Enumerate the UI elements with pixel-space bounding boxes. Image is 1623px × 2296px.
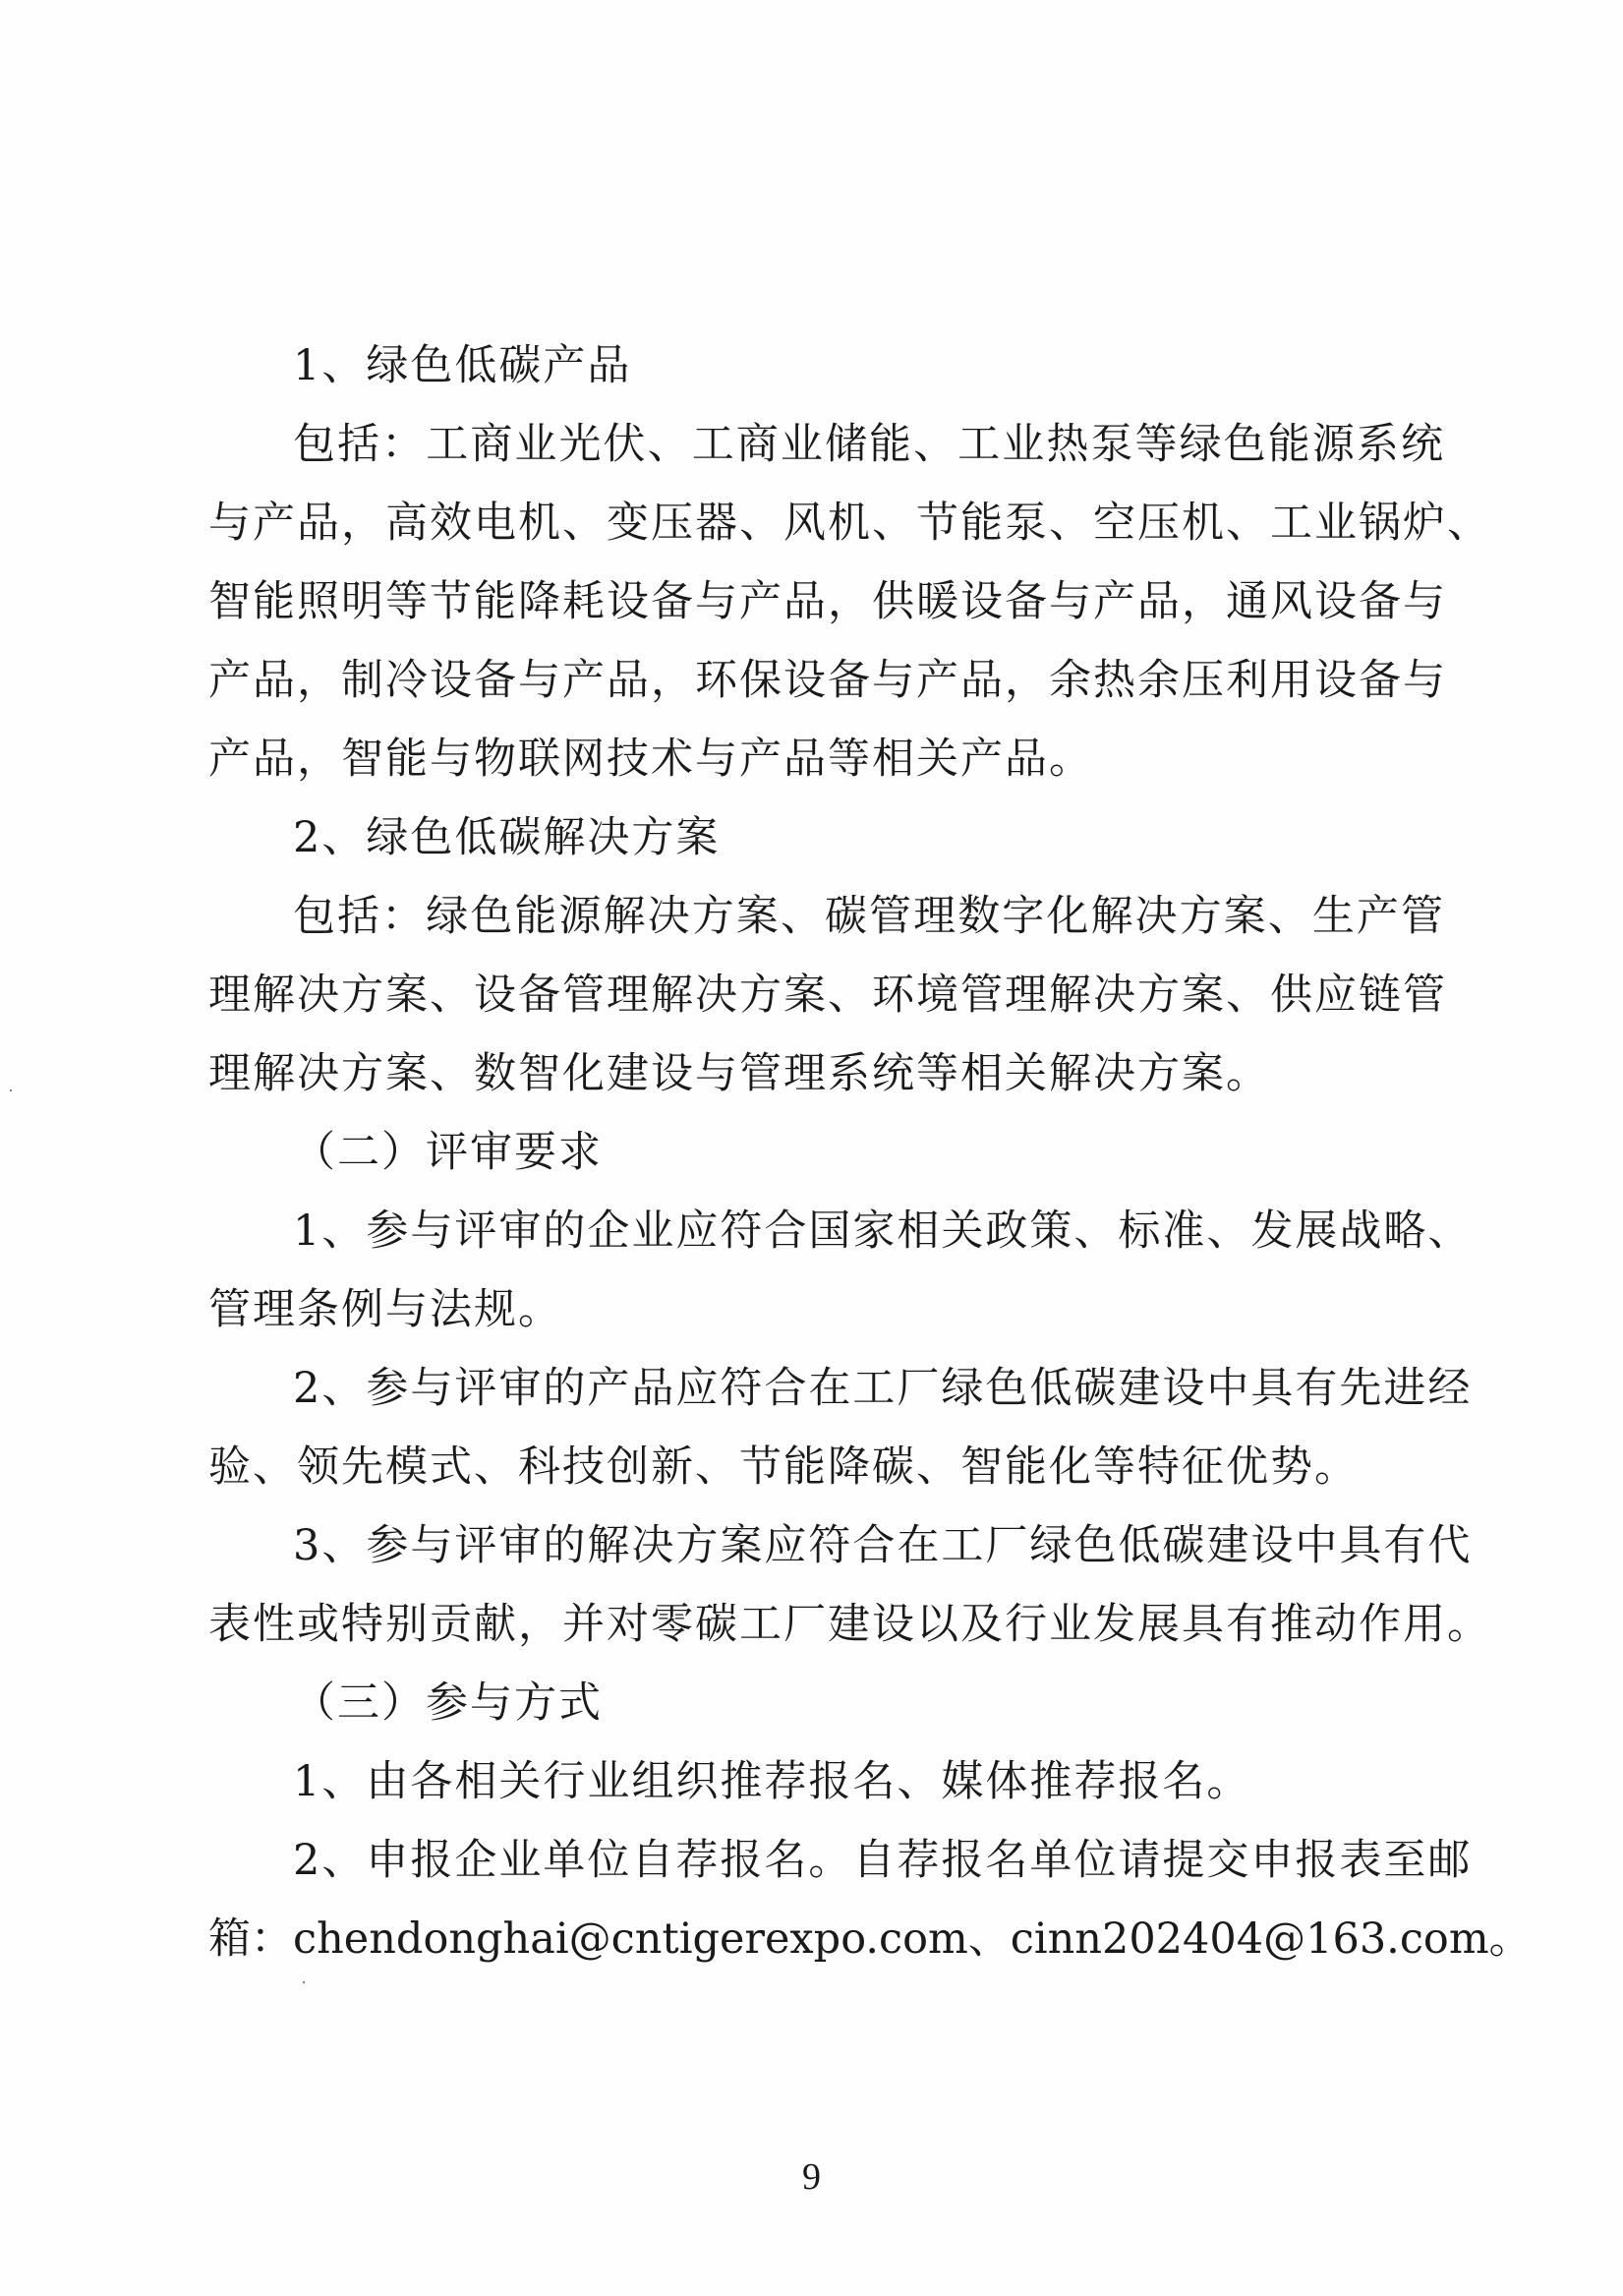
paragraph-line: 产品，智能与物联网技术与产品等相关产品。 [208,735,1093,784]
section-heading-review-requirements: （二）评审要求 [293,1128,603,1177]
paragraph-line: 管理条例与法规。 [208,1285,562,1334]
document-body [208,326,1532,1978]
scan-speck [303,1981,305,1983]
paragraph-line: 理解决方案、设备管理解决方案、环境管理解决方案、供应链管 [208,971,1447,1020]
paragraph-line: 1、参与评审的企业应符合国家相关政策、标准、发展战略、 [293,1207,1473,1256]
paragraph-line: 验、领先模式、科技创新、节能降碳、智能化等特征优势。 [208,1442,1359,1492]
paragraph-line: 与产品，高效电机、变压器、风机、节能泵、空压机、工业锅炉、 [208,499,1491,548]
paragraph-line: 包括：工商业光伏、工商业储能、工业热泵等绿色能源系统 [293,420,1445,469]
paragraph-line: 包括：绿色能源解决方案、碳管理数字化解决方案、生产管 [293,892,1445,941]
paragraph-line: 3、参与评审的解决方案应符合在工厂绿色低碳建设中具有代 [293,1521,1473,1570]
paragraph-line: 产品，制冷设备与产品，环保设备与产品，余热余压利用设备与 [208,656,1447,705]
section-heading-green-products: 1、绿色低碳产品 [293,341,632,390]
paragraph-line: 表性或特别贡献，并对零碳工厂建设以及行业发展具有推动作用。 [208,1600,1491,1649]
page-number: 9 [802,2156,821,2198]
paragraph-line: 2、参与评审的产品应符合在工厂绿色低碳建设中具有先进经 [293,1364,1473,1413]
email-line: 箱：chendonghai@cntigerexpo.com、cinn202404@163.com。 [208,1914,1532,1964]
paragraph-line: 智能照明等节能降耗设备与产品，供暖设备与产品，通风设备与 [208,577,1447,626]
scan-speck [10,1089,12,1091]
paragraph-line: 1、由各相关行业组织推荐报名、媒体推荐报名。 [293,1757,1251,1806]
paragraph-line: 2、申报企业单位自荐报名。自荐报名单位请提交申报表至邮 [293,1836,1473,1885]
paragraph-line: 理解决方案、数智化建设与管理系统等相关解决方案。 [208,1049,1270,1098]
section-heading-green-solutions: 2、绿色低碳解决方案 [293,813,721,862]
section-heading-participation-method: （三）参与方式 [293,1678,603,1728]
